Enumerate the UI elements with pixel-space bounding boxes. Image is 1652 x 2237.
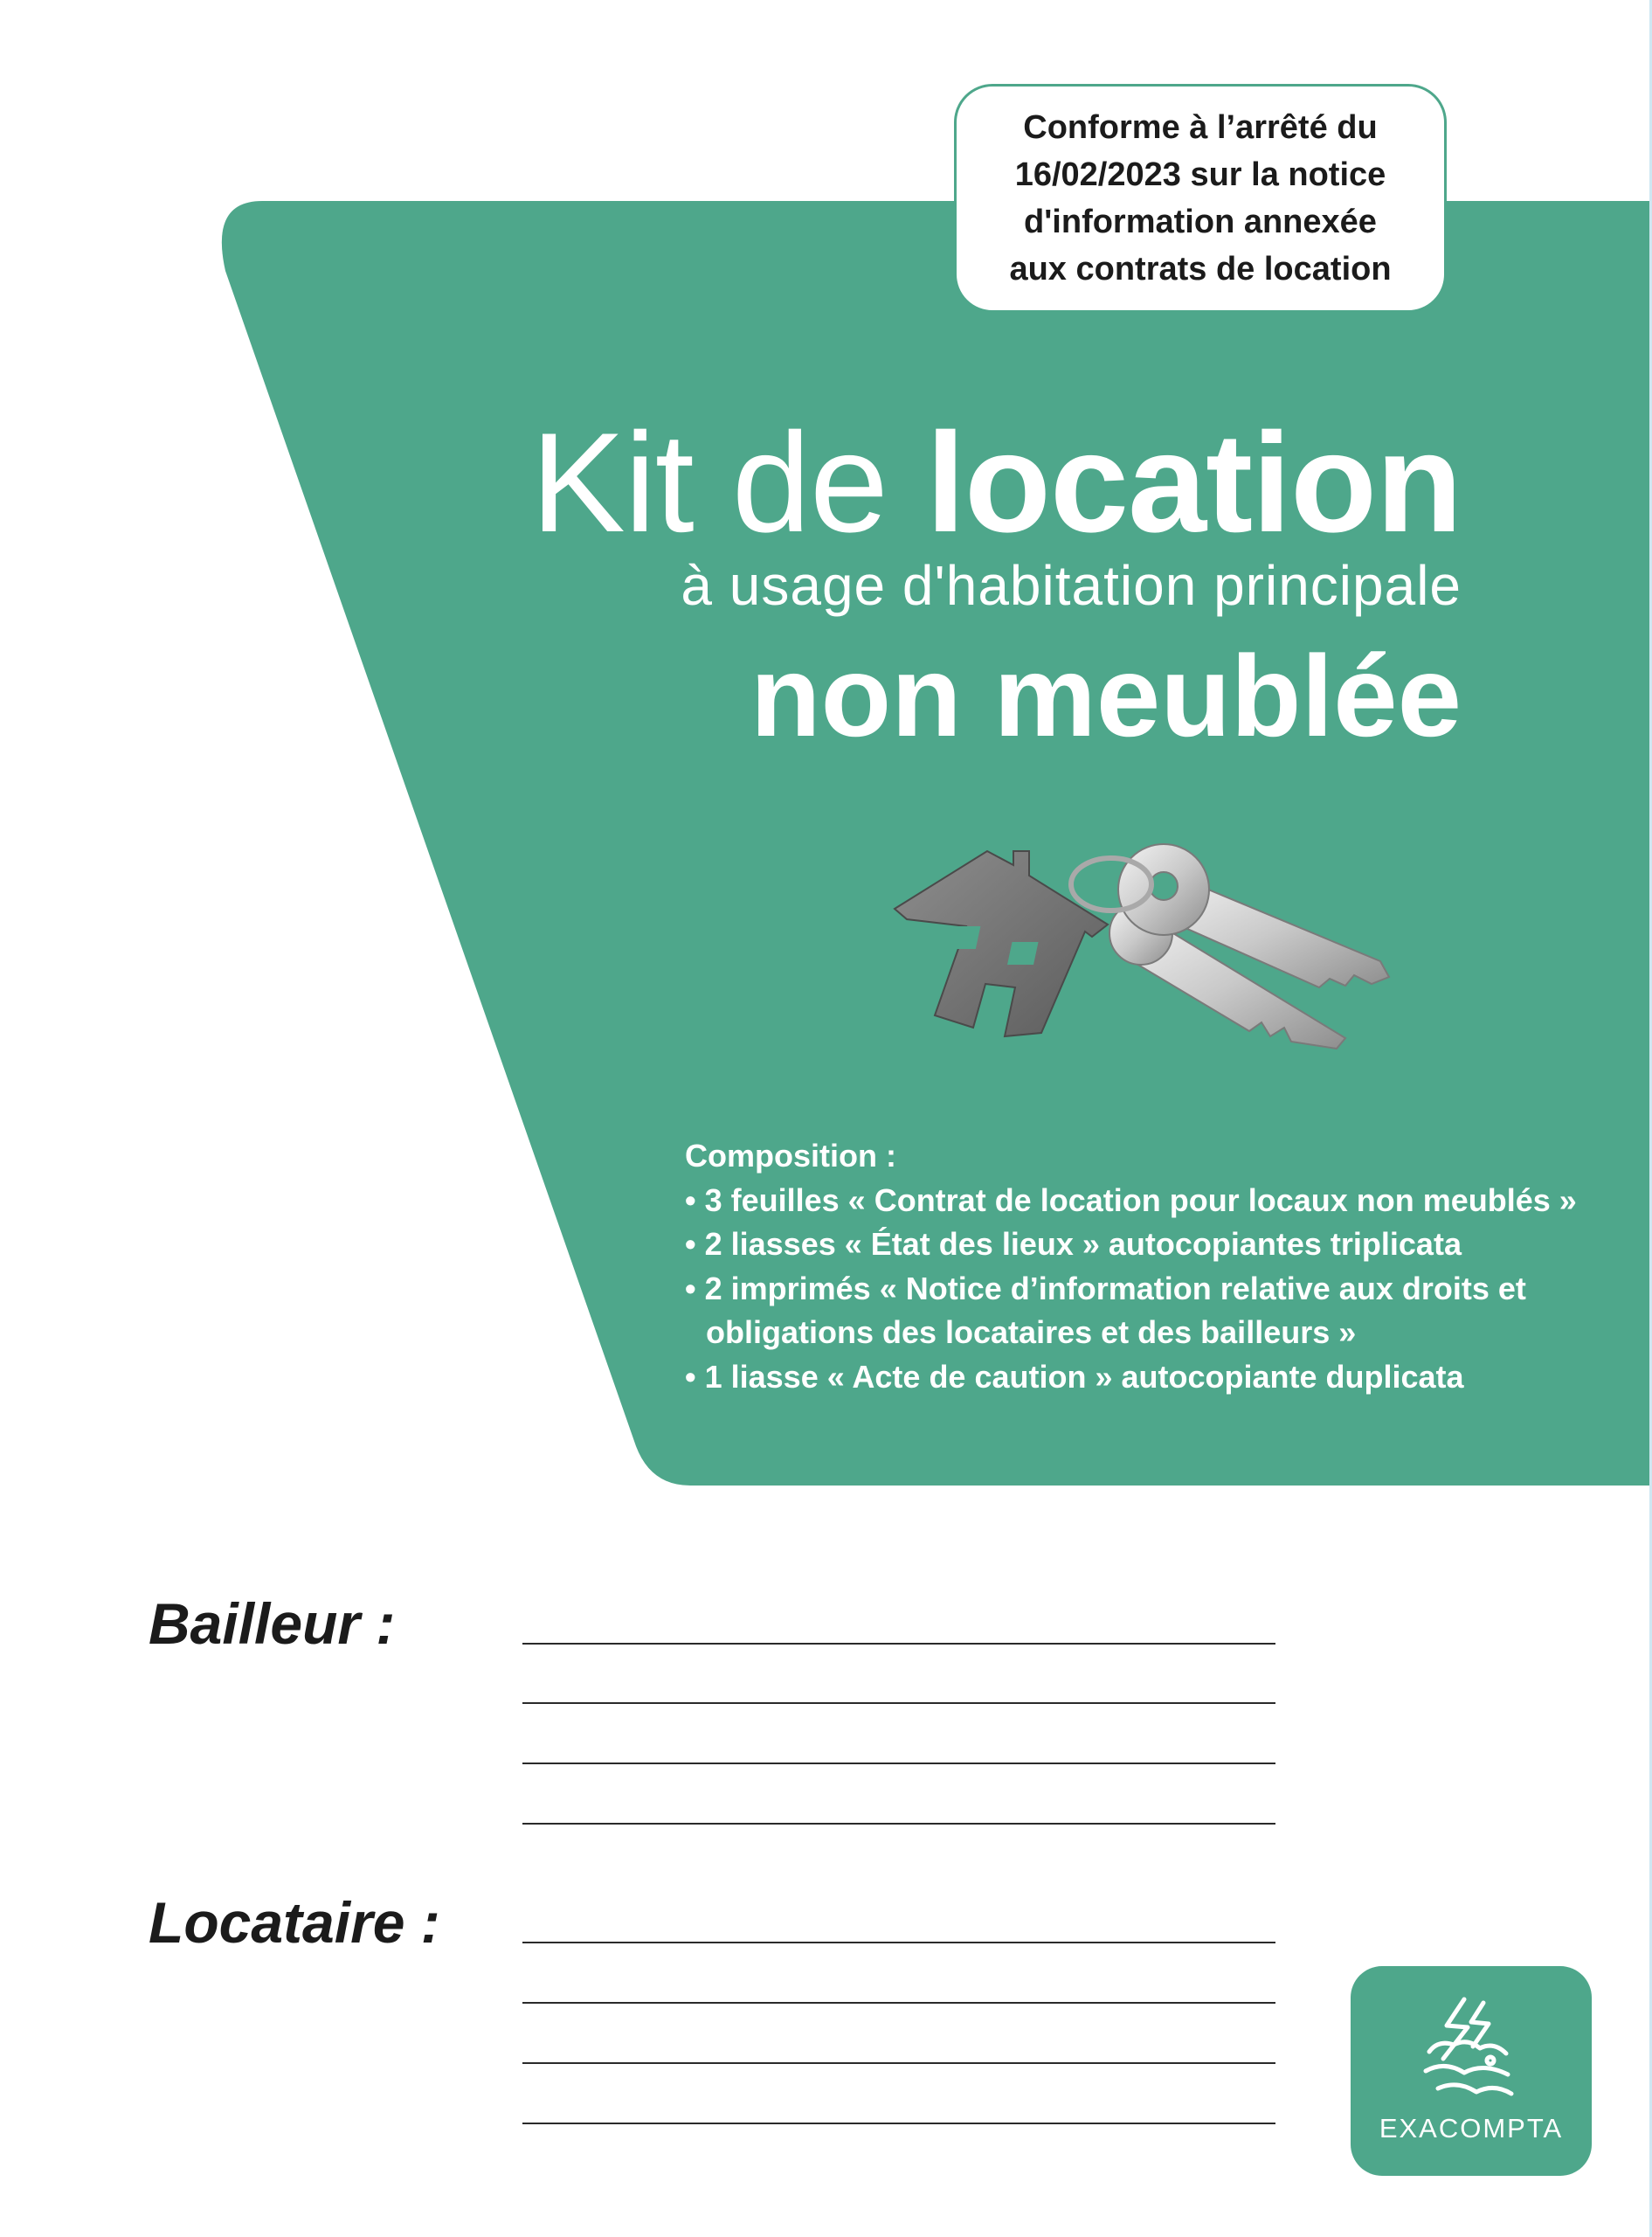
brand-badge xyxy=(1351,1966,1592,2176)
locataire-line[interactable] xyxy=(522,2123,1275,2124)
title-part-location: location xyxy=(925,404,1462,562)
list-item: • 1 liasse « Acte de caution » autocopiante duplicata xyxy=(685,1358,1464,1395)
list-item: • 2 imprimés « Notice d’information relative aux droits et xyxy=(685,1270,1526,1306)
page-kind: non meublée xyxy=(750,632,1462,760)
locataire-line[interactable] xyxy=(522,2062,1275,2064)
exacompta-logo-icon xyxy=(1403,1991,1539,2113)
list-item: • 3 feuilles « Contrat de location pour locaux non meublés » xyxy=(685,1181,1577,1218)
locataire-line[interactable] xyxy=(522,2002,1275,2004)
notice-line: aux contrats de location xyxy=(1009,251,1392,287)
list-item-continuation: obligations des locataires et des bailleurs » xyxy=(706,1314,1357,1350)
composition-heading: Composition : xyxy=(685,1138,896,1174)
notice-line: 16/02/2023 sur la notice xyxy=(1014,156,1386,193)
house-keychain-keys-icon xyxy=(882,813,1441,1075)
notice-line: Conforme à l’arrêté du xyxy=(1023,109,1378,146)
locataire-line[interactable] xyxy=(522,1942,1275,1943)
conformity-notice xyxy=(954,84,1447,313)
title-part-kit: Kit de xyxy=(530,404,926,562)
page-subtitle: à usage d'habitation principale xyxy=(681,554,1462,617)
brand-name: EXACOMPTA xyxy=(1379,2113,1564,2144)
list-item: • 2 liasses « État des lieux » autocopiantes triplicata xyxy=(685,1226,1462,1262)
locataire-label: Locataire : xyxy=(149,1890,440,1955)
bailleur-line[interactable] xyxy=(522,1702,1275,1704)
bailleur-line[interactable] xyxy=(522,1823,1275,1825)
notice-line: d'information annexée xyxy=(1024,204,1377,240)
page-title xyxy=(530,404,1462,562)
bailleur-line[interactable] xyxy=(522,1643,1275,1645)
bailleur-label: Bailleur : xyxy=(149,1591,396,1656)
composition-list xyxy=(685,1134,1577,1399)
bailleur-line[interactable] xyxy=(522,1763,1275,1764)
